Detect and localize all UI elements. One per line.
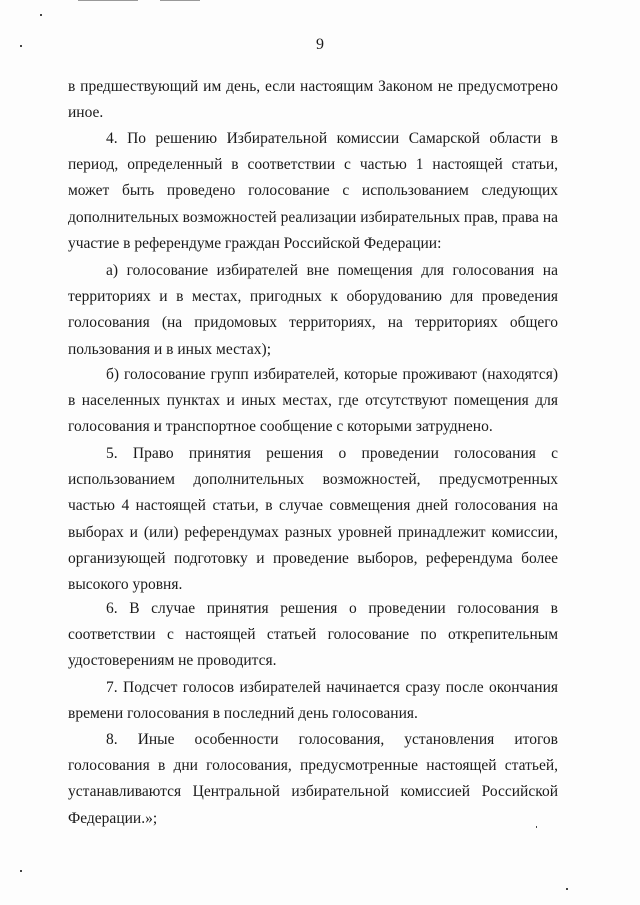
page-number: 9 — [316, 36, 324, 53]
scan-edge-mark — [78, 0, 138, 1]
scan-speck — [566, 888, 568, 890]
scan-speck — [20, 870, 22, 872]
paragraph-text: 4. По решению Избирательной комиссии Самарской области в период, определенный в соответствии с частью 1 настоящей статьи, может быть проведено голосование с использованием следующих дополнительных возможностей реализации избирательных прав, права на участие в референдуме граждан Российской Федерации: — [68, 130, 558, 252]
scan-edge-mark — [160, 0, 200, 1]
paragraph-text: 7. Подсчет голосов избирателей начинается сразу после окончания времени голосования в последний день голосования. — [68, 679, 558, 723]
paragraph-item-4 — [68, 126, 558, 257]
paragraph-item-8 — [68, 727, 558, 832]
paragraph-text: б) голосование групп избирателей, которые проживают (находятся) в населенных пунктах и иных местах, где отсутствуют помещения для голосования и транспортное сообщение с которыми затруднено. — [68, 366, 558, 436]
paragraph-item-5 — [68, 441, 558, 598]
paragraph-text: 5. Право принятия решения о проведении голосования с использованием дополнительных возможностей, предусмотренных частью 4 настоящей статьи, в случае совмещения дней голосования на выборах и (или) референдумах разных уровней принадлежит комиссии, организующей подготовку и проведение выборов, референдума более высокого уровня. — [68, 445, 558, 594]
paragraph-item-4a — [68, 258, 558, 363]
paragraph-item-4b — [68, 362, 558, 441]
paragraph-text: в предшествующий им день, если настоящим Законом не предусмотрено иное. — [68, 78, 558, 122]
scan-speck — [40, 14, 42, 16]
paragraph-text: 6. В случае принятия решения о проведении голосования в соответствии с настоящей статьей голосование по открепительным удостоверениям не проводится. — [68, 600, 558, 670]
paragraph-text: а) голосование избирателей вне помещения для голосования на территориях и в местах, пригодных к оборудованию для проведения голосования (на придомовых территориях, на территориях общего пользования и в иных местах); — [68, 262, 558, 358]
paragraph-item-6 — [68, 596, 558, 675]
paragraph-text: 8. Иные особенности голосования, установления итогов голосования в дни голосования, предусмотренные настоящей статьей, устанавливаются Центральной избирательной комиссией Российской Федерации.»; — [68, 731, 558, 827]
paragraph-continuation — [68, 74, 558, 126]
paragraph-item-7 — [68, 675, 558, 727]
